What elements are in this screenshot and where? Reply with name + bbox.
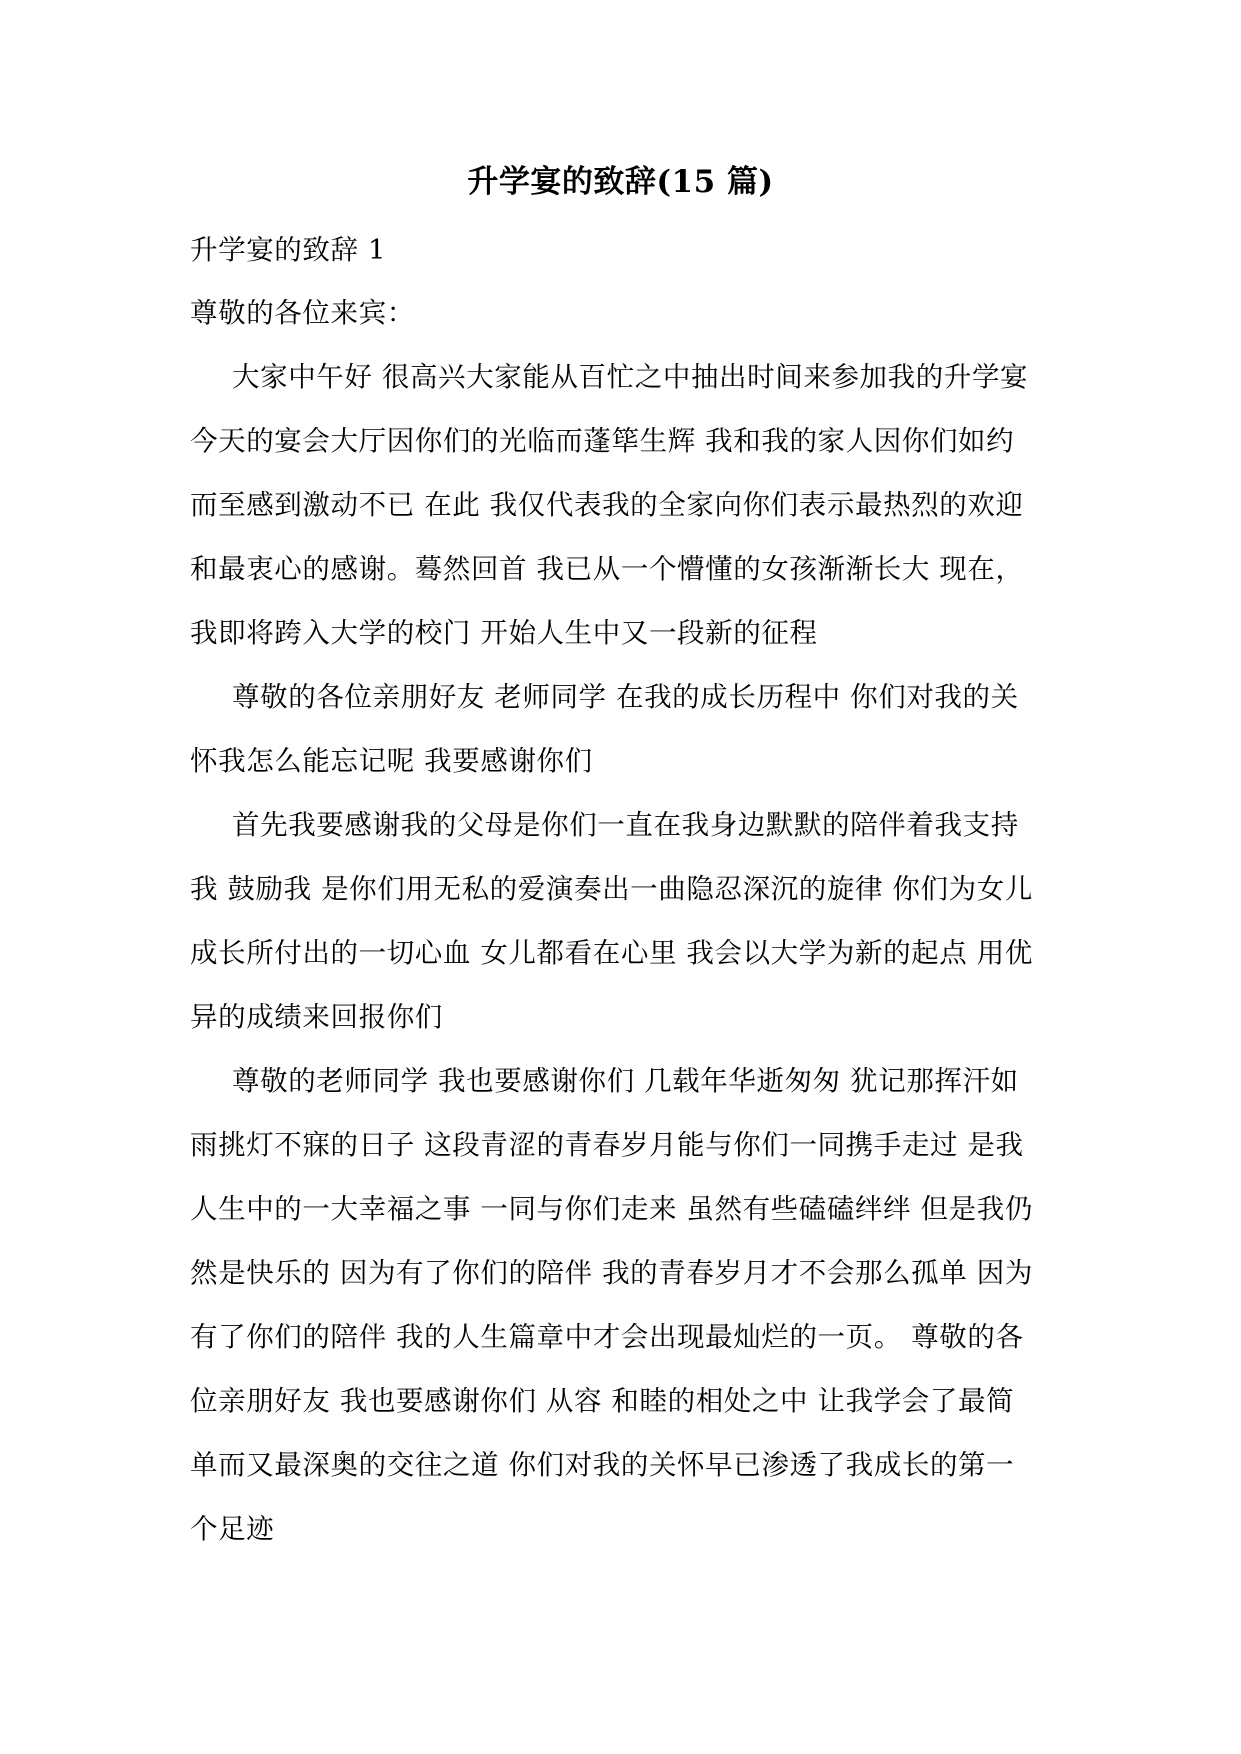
paragraph-line: 有了你们的陪伴 我的人生篇章中才会出现最灿烂的一页。 尊敬的各 [190, 1321, 1024, 1353]
section-heading: 升学宴的致辞 1 [190, 234, 387, 266]
paragraph-line: 成长所付出的一切心血 女儿都看在心里 我会以大学为新的起点 用优 [190, 937, 1033, 969]
paragraph-line: 首先我要感谢我的父母是你们一直在我身边默默的陪伴着我支持 [232, 809, 1019, 841]
paragraph-line: 单而又最深奥的交往之道 你们对我的关怀早已渗透了我成长的第一 [190, 1449, 1015, 1481]
paragraph-line: 异的成绩来回报你们 [190, 1001, 443, 1033]
document-title: 升学宴的致辞(15 篇) [467, 164, 774, 200]
paragraph-line: 位亲朋好友 我也要感谢你们 从容 和睦的相处之中 让我学会了最简 [190, 1385, 1015, 1417]
paragraph-line: 尊敬的老师同学 我也要感谢你们 几载年华逝匆匆 犹记那挥汗如 [232, 1065, 1019, 1097]
paragraph-line: 尊敬的各位亲朋好友 老师同学 在我的成长历程中 你们对我的关 [232, 681, 1019, 713]
paragraph-line: 怀我怎么能忘记呢 我要感谢你们 [190, 745, 593, 777]
paragraph-line: 人生中的一大幸福之事 一同与你们走来 虽然有些磕磕绊绊 但是我仍 [190, 1193, 1033, 1225]
paragraph-line: 而至感到激动不已 在此 我仅代表我的全家向你们表示最热烈的欢迎 [190, 489, 1024, 521]
salutation: 尊敬的各位来宾： [190, 297, 415, 329]
paragraph-line: 我即将跨入大学的校门 开始人生中又一段新的征程 [190, 617, 818, 649]
paragraph-line: 雨挑灯不寐的日子 这段青涩的青春岁月能与你们一同携手走过 是我 [190, 1129, 1024, 1161]
paragraph-line: 大家中午好 很高兴大家能从百忙之中抽出时间来参加我的升学宴 [232, 361, 1029, 393]
paragraph-line: 然是快乐的 因为有了你们的陪伴 我的青春岁月才不会那么孤单 因为 [190, 1257, 1033, 1289]
paragraph-line: 今天的宴会大厅因你们的光临而蓬筚生辉 我和我的家人因你们如约 [190, 425, 1015, 457]
paragraph-line: 个足迹 [190, 1513, 275, 1545]
paragraph-line: 和最衷心的感谢。蓦然回首 我已从一个懵懂的女孩渐渐长大 现在， [190, 553, 1024, 585]
paragraph-line: 我 鼓励我 是你们用无私的爱演奏出一曲隐忍深沉的旋律 你们为女儿 [190, 873, 1033, 905]
